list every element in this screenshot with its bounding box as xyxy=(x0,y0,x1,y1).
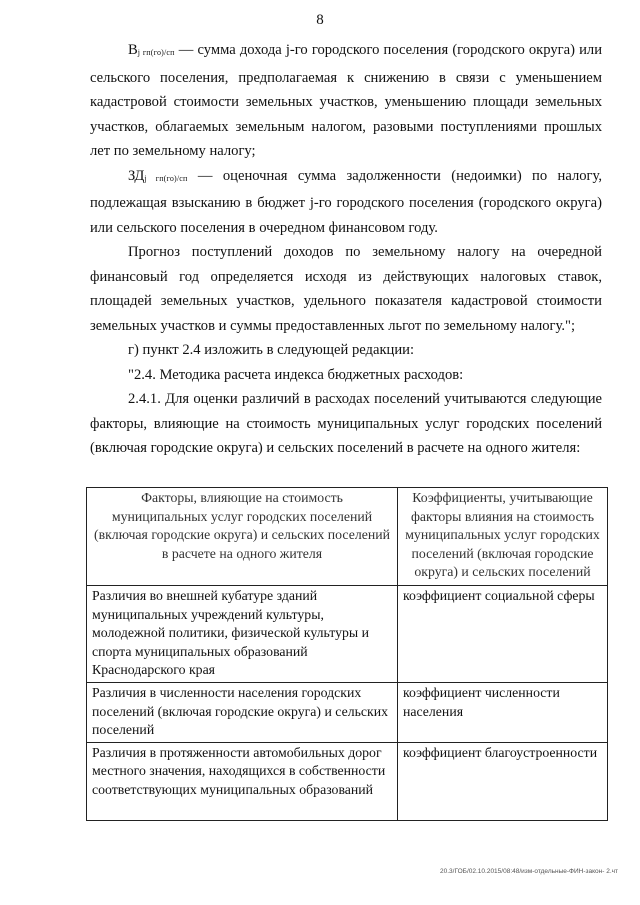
definition-text: — оценочная сумма задолженности (недоимки) по налогу, подлежащая взысканию в бюджет j-го городского поселения (городского округа) или сельского поселения в очередном финансовом году. xyxy=(90,167,602,236)
paragraph-2-4-1: 2.4.1. Для оценки различий в расходах поселений учитываются следующие факторы, влияющие на стоимость муниципальных услуг городских поселений (включая городские округа) и сельских поселений в расчете на одного жителя: xyxy=(90,391,602,456)
paragraph-forecast: Прогноз поступлений доходов по земельному налогу на очередной финансовый год определяется исходя из действующих налоговых ставок, площадей земельных участков, удельного показателя кадастровой стоимости земельных участков и суммы предоставленных льгот по земельному налогу."; xyxy=(90,244,602,334)
paragraph-item-g: г) пункт 2.4 изложить в следующей редакции: xyxy=(128,342,415,358)
table-header-row xyxy=(87,488,608,586)
table-header-cell: Факторы, влияющие на стоимость муниципальных услуг городских поселений (включая городские округа) и сельских поселений в расчете на одного жителя xyxy=(87,488,398,586)
table-header-cell: Коэффициенты, учитывающие факторы влияния на стоимость муниципальных услуг городских поселений (включая городские округа) и сельских поселений xyxy=(398,488,608,586)
definition-text: — сумма дохода j-го городского поселения (городского округа) или сельского поселения, предполагаемая к снижению в связи с уменьшением кадастровой стоимости земельных участков, уменьшению площади земельных участков, облагаемых земельным налогом, разовыми поступлениями прошлых лет по земельному налогу; xyxy=(90,42,602,159)
formula-subscript: j гп(го)/сп xyxy=(144,173,188,183)
body-text xyxy=(90,38,602,461)
table-row xyxy=(87,742,608,820)
paragraph-b-definition xyxy=(90,38,602,164)
paragraph-section-title: "2.4. Методика расчета индекса бюджетных расходов: xyxy=(128,366,464,383)
table-cell: коэффициент численности населения xyxy=(398,683,608,743)
page-number: 8 xyxy=(316,12,324,28)
paragraph-zd-definition xyxy=(90,164,602,241)
table-cell: Различия в протяженности автомобильных дорог местного значения, находящихся в собственности соответствующих муниципальных образований xyxy=(87,742,398,820)
factors-table xyxy=(86,487,608,821)
formula-symbol: ЗД xyxy=(128,167,145,184)
table-row xyxy=(87,683,608,743)
footer-file-reference: 20.3/ГОБ/02.10.2015/08:48/изм-отдельные-ФИН-закон- 2.чт xyxy=(440,868,618,875)
table-cell: коэффициент социальной сферы xyxy=(398,586,608,683)
formula-symbol: B xyxy=(128,42,138,58)
table-row xyxy=(87,586,608,683)
table-cell: Различия во внешней кубатуре зданий муниципальных учреждений культуры, молодежной политики, физической культуры и спорта муниципальных образований Краснодарского края xyxy=(87,586,398,683)
table-cell: Различия в численности населения городских поселений (включая городские округа) и сельских поселений xyxy=(87,683,398,743)
table-cell: коэффициент благоустроенности xyxy=(398,742,608,820)
formula-subscript: j гп(го)/сп xyxy=(137,48,175,57)
